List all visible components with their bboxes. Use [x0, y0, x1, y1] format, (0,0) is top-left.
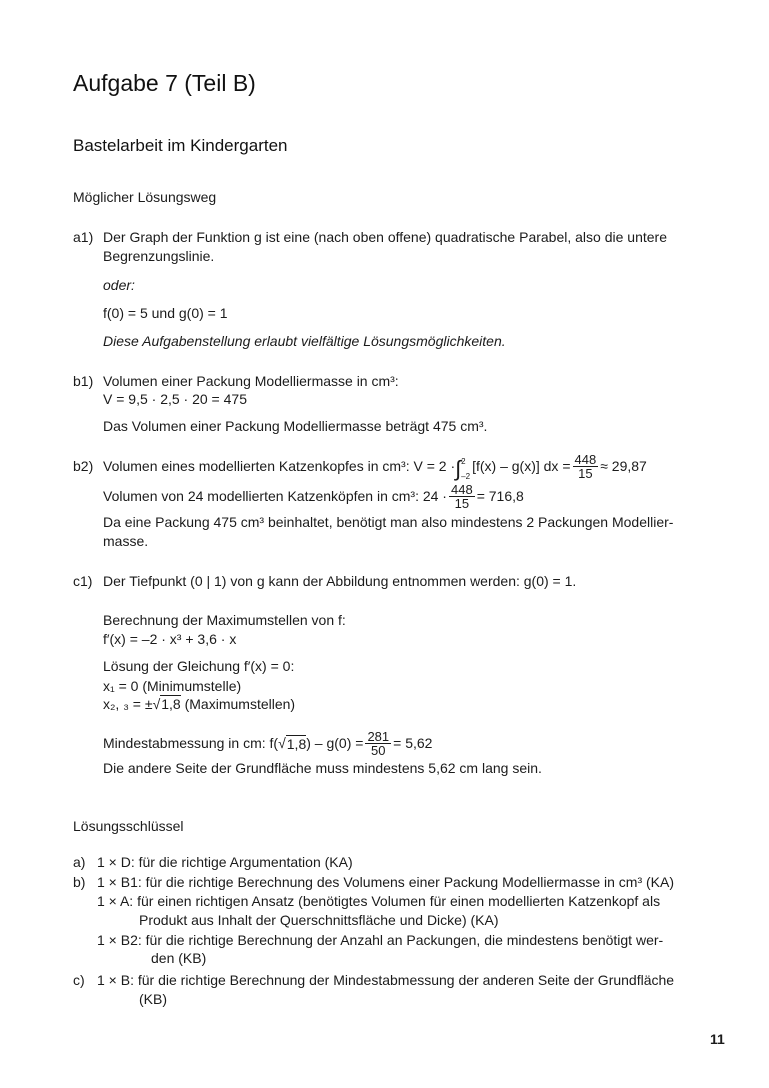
key-label-c: c): [73, 972, 85, 988]
fraction-281-50: [365, 730, 391, 757]
page-number: 11: [710, 1031, 725, 1047]
item-label-b2: b2): [73, 458, 94, 474]
a1-oder: oder:: [103, 277, 135, 293]
key-label-b: b): [73, 874, 86, 890]
item-label-b1: b1): [73, 373, 94, 389]
sqrt-radicand: 1,8: [161, 696, 181, 712]
fraction-denominator: 15: [454, 495, 470, 511]
key-c-text1: 1 × B: für die richtige Berechnung der Mindestabmessung der anderen Seite der Grundfläche: [97, 972, 675, 988]
key-b-text4: 1 × B2: für die richtige Berechnung der Anzahl an Packungen, die mindestens benötigt wer-: [97, 932, 664, 948]
item-label-c1: c1): [73, 573, 93, 589]
c1-line8: Die andere Seite der Grundfläche muss mindestens 5,62 cm lang sein.: [103, 760, 542, 776]
c1-line6-suffix: (Maximumstellen): [180, 696, 296, 712]
c1-line7-mid: ) – g(0) =: [306, 735, 364, 751]
integrand: [f(x) – g(x)] dx =: [472, 458, 571, 474]
fraction-448-15: [573, 453, 599, 480]
c1-line2: Berechnung der Maximumstellen von f:: [103, 612, 346, 628]
a1-note: Diese Aufgabenstellung erlaubt vielfältige Lösungsmöglichkeiten.: [103, 333, 506, 349]
b2-result: ≈ 29,87: [600, 458, 647, 474]
b2-line4: masse.: [103, 533, 149, 549]
fraction-numerator: 448: [574, 451, 597, 467]
c1-line5: x₁ = 0 (Minimumstelle): [103, 678, 242, 694]
fraction-numerator: 448: [450, 481, 473, 497]
b2-line2-text: Volumen von 24 modellierten Katzenköpfen in cm³: 24 ·: [103, 488, 447, 504]
c1-line4: Lösung der Gleichung f′(x) = 0:: [103, 658, 295, 674]
integral-sign: ∫: [455, 456, 462, 481]
c1-line7-prefix: Mindestabmessung in cm: f(: [103, 735, 279, 751]
page-title: Aufgabe 7 (Teil B): [73, 70, 256, 96]
sqrt-sign: √: [278, 735, 286, 751]
sqrt-radicand: 1,8: [286, 735, 307, 752]
fraction-448-15-b: [449, 483, 475, 510]
b1-line3: Das Volumen einer Packung Modelliermasse beträgt 475 cm³.: [103, 418, 488, 434]
integral-lower: –2: [461, 472, 471, 481]
fraction-denominator: 50: [371, 742, 386, 758]
fraction-numerator: 281: [367, 728, 390, 744]
b2-line1-text: Volumen eines modellierten Katzenkopfes in cm³: V = 2 ·: [103, 458, 456, 474]
c1-line7: [103, 726, 432, 760]
integral-upper: 2: [461, 457, 466, 466]
page-subtitle: Bastelarbeit im Kindergarten: [73, 136, 288, 155]
b2-line2-result: = 716,8: [476, 488, 524, 504]
c1-line7-result: = 5,62: [393, 735, 433, 751]
fraction-denominator: 15: [578, 465, 593, 481]
key-a-text: 1 × D: für die richtige Argumentation (KA): [97, 854, 353, 870]
c1-line3: f′(x) = –2 · x³ + 3,6 · x: [103, 631, 237, 647]
item-label-a1: a1): [73, 229, 94, 245]
key-b-text1: 1 × B1: für die richtige Berechnung des Volumens einer Packung Modelliermasse in cm³ (KA): [97, 874, 675, 890]
key-b-text5: den (KB): [151, 950, 207, 966]
c1-line6: [103, 696, 295, 712]
a1-line2: Begrenzungslinie.: [103, 248, 215, 264]
section-heading: Möglicher Lösungsweg: [73, 189, 217, 205]
b2-line2: [103, 479, 524, 513]
sqrt-sign: √: [152, 696, 161, 712]
c1-line1: Der Tiefpunkt (0 | 1) von g kann der Abbildung entnommen werden: g(0) = 1.: [103, 573, 577, 589]
b1-line2: V = 9,5 · 2,5 · 20 = 475: [103, 391, 247, 407]
a1-line1: Der Graph der Funktion g ist eine (nach oben offene) quadratische Parabel, also die untere: [103, 229, 667, 245]
key-label-a: a): [73, 854, 86, 870]
b2-line3: Da eine Packung 475 cm³ beinhaltet, benötigt man also mindestens 2 Packungen Modellier-: [103, 514, 674, 530]
b1-line1: Volumen einer Packung Modelliermasse in cm³:: [103, 373, 399, 389]
key-heading: Lösungsschlüssel: [73, 818, 184, 834]
integral-limits: [461, 457, 471, 481]
key-b-text2: 1 × A: für einen richtigen Ansatz (benötigtes Volumen für einen modellierten Katzenkopf als: [97, 893, 661, 909]
a1-function-values: f(0) = 5 und g(0) = 1: [103, 305, 228, 321]
key-b-text3: Produkt aus Inhalt der Querschnittsfläche und Dicke) (KA): [139, 912, 499, 928]
c1-line6-prefix: x₂, ₃ = ±: [103, 696, 153, 712]
key-c-text2: (KB): [139, 991, 167, 1007]
